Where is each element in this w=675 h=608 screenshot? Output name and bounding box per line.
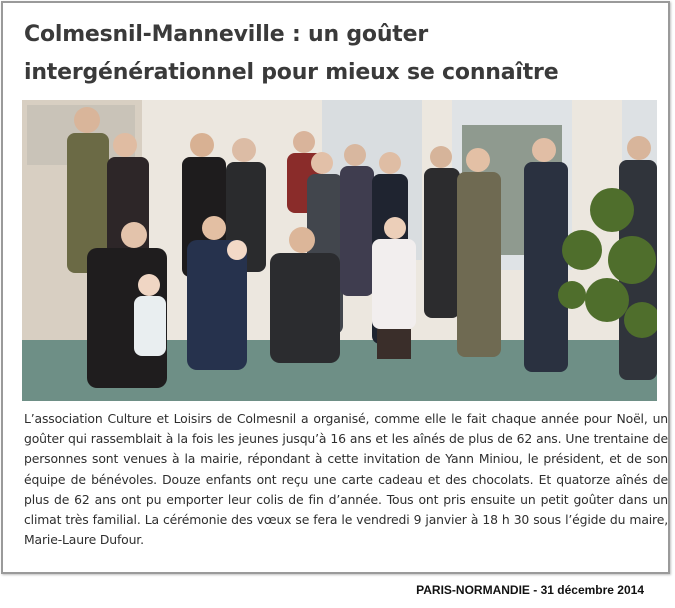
article-title: Colmesnil-Manneville : un goûter intergénérationnel pour mieux se connaître [24,22,559,85]
source-credit: PARIS-NORMANDIE - 31 décembre 2014 [416,583,644,597]
group-photo-illustration [22,100,657,401]
group-photo [22,100,657,401]
article-frame [1,1,670,574]
article-body: L’association Culture et Loisirs de Colmesnil a organisé, comme elle le fait chaque année pour Noël, un goûter qui rassemblait à la fois les jeunes jusqu’à 16 ans et les aînés de plus de 62 ans. Une trentaine de personnes sont venues à la mairie, répondant à cette invitation de Yann Miniou, le président, et de son équipe de bénévoles. Douze enfants ont reçu une carte cadeau et des chocolats. Et quatorze aînés de plus de 62 ans ont pu emporter leur colis de fin d’année. Tous ont pris ensuite un petit goûter dans un climat très familial. La cérémonie des vœux se fera le vendredi 9 janvier à 18 h 30 sous l’égide du maire, Marie-Laure Dufour. [24,411,668,548]
